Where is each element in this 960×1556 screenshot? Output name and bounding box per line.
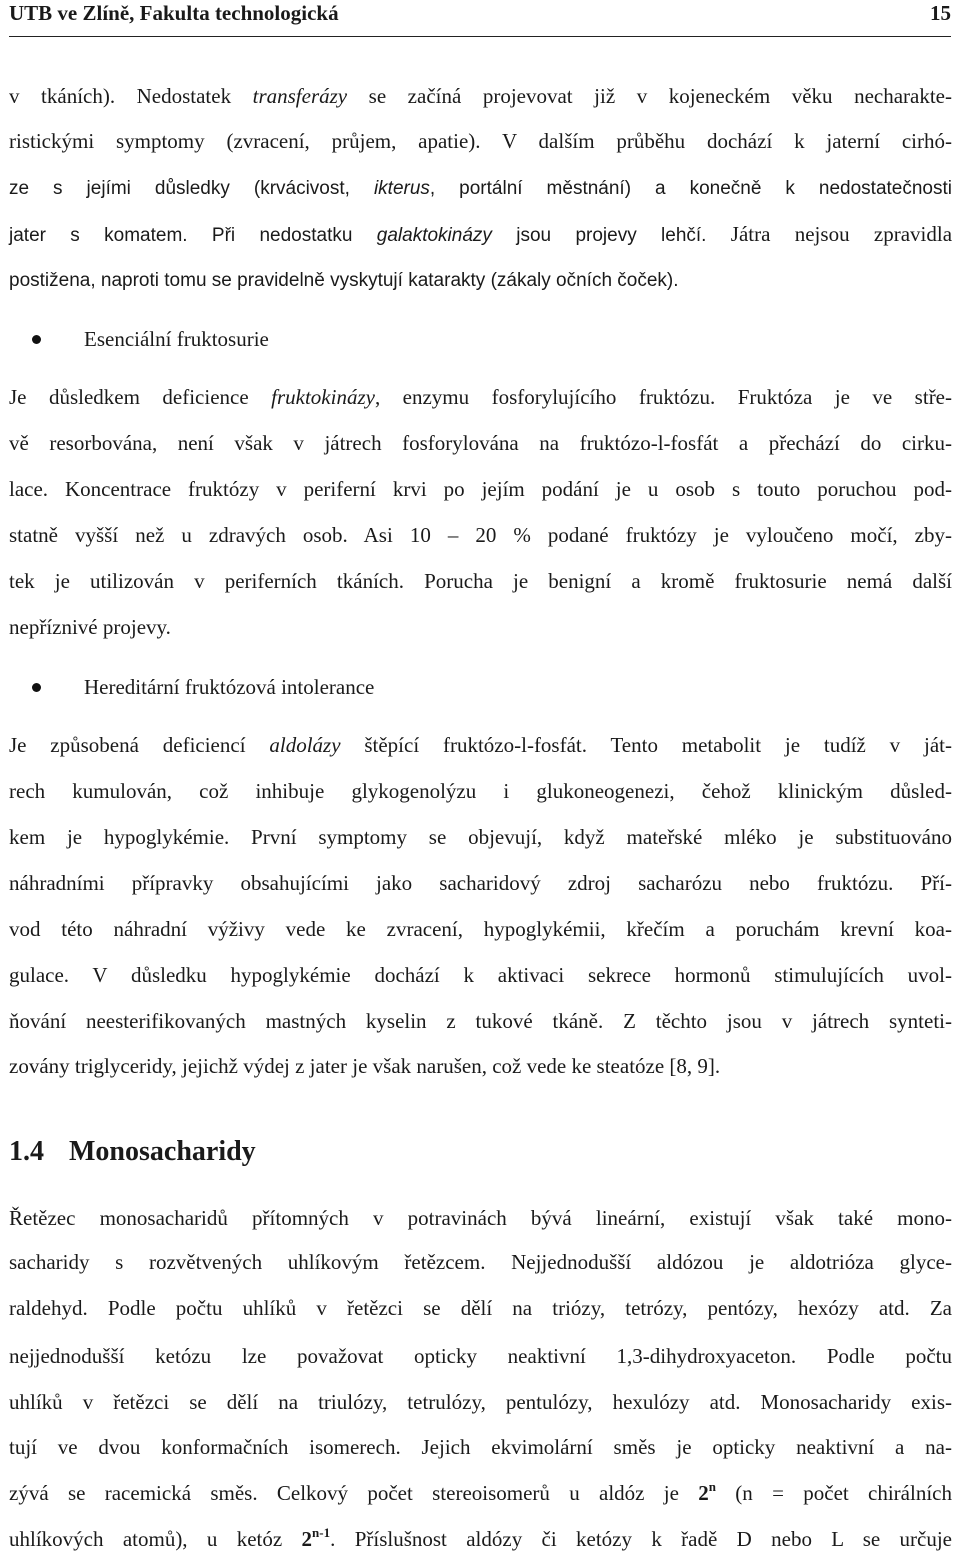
- paragraph-line: tek je utilizován v periferních tkáních. Porucha je benigní a kromě fruktosurie nemá další: [9, 569, 952, 593]
- paragraph-line: vě resorbována, není však v játrech fosforylována na fruktózo-l-fosfát a přechází do cirku-: [9, 431, 952, 455]
- paragraph-line: vod této náhradní výživy vede ke zvracení, hypoglykémii, křečím a poruchám krevní koa-: [9, 917, 952, 941]
- paragraph-line: Řetězec monosacharidů přítomných v potravinách bývá lineární, existují však také mono-: [9, 1206, 952, 1230]
- paragraph-line: ze s jejími důsledky (krvácivost, ikterus, portální městnání) a konečně k nedostatečnosti: [9, 178, 952, 199]
- bullet-icon: [32, 335, 41, 344]
- page-header: [9, 0, 951, 37]
- paragraph-line: ňování neesterifikovaných mastných kyselin z tukové tkáně. Z těchto jsou v játrech synteti-: [9, 1009, 952, 1033]
- page-number: 15: [930, 1, 951, 25]
- paragraph-line: náhradními přípravky obsahujícími jako sacharidový zdroj sacharózu nebo fruktózu. Pří-: [9, 871, 952, 895]
- paragraph-line: zývá se racemická směs. Celkový počet stereoisomerů u aldóz je 2$^n$ (n = počet chirálních: [9, 1479, 952, 1505]
- paragraph-line: postižena, naproti tomu se pravidelně vyskytují katarakty (zákaly očních čoček).: [9, 270, 679, 291]
- paragraph-line: nejjednodušší ketózu lze považovat opticky neaktivní 1,3-dihydroxyaceton. Podle počtu: [9, 1344, 952, 1368]
- section-heading: [9, 1138, 256, 1166]
- paragraph-line: lace. Koncentrace fruktózy v periferní krvi po jejím podání je u osob s touto poruchou pod-: [9, 477, 952, 501]
- paragraph-line: uhlíků v řetězci se dělí na triulózy, tetrulózy, pentulózy, hexulózy atd. Monosacharidy exis-: [9, 1390, 952, 1414]
- paragraph-line: nepříznivé projevy.: [9, 615, 171, 639]
- paragraph-line: gulace. V důsledku hypoglykémie dochází k aktivaci sekrece hormonů stimulujících uvol-: [9, 963, 952, 987]
- bullet-icon: [32, 683, 41, 692]
- paragraph-line: zovány triglyceridy, jejichž výdej z jater je však narušen, což vede ke steatóze [8, 9].: [9, 1054, 721, 1078]
- bullet-heading: Esenciální fruktosurie: [84, 327, 269, 351]
- paragraph-line: kem je hypoglykémie. První symptomy se objevují, když mateřské mléko je substituováno: [9, 825, 952, 849]
- paragraph-line: Je důsledkem deficience fruktokinázy, enzymu fosforylujícího fruktózu. Fruktóza je ve stře-: [9, 385, 952, 409]
- paragraph-line: tují ve dvou konformačních isomerech. Jejich ekvimolární směs je opticky neaktivní a na-: [9, 1435, 952, 1459]
- paragraph-line: uhlíkových atomů), u ketóz 2$^{n-1}$. Příslušnost aldózy či ketózy k řadě D nebo L se určuje: [9, 1525, 952, 1551]
- paragraph-line: raldehyd. Podle počtu uhlíků v řetězci se dělí na triózy, tetrózy, pentózy, hexózy atd. Za: [9, 1296, 952, 1320]
- bullet-heading: Hereditární fruktózová intolerance: [84, 675, 375, 699]
- paragraph-line: statně vyšší než u zdravých osob. Asi 10 – 20 % podané fruktózy je vyloučeno močí, zby-: [9, 523, 952, 547]
- paragraph-line: rech kumulován, což inhibuje glykogenolýzu i glukoneogenezi, čehož klinickým důsled-: [9, 779, 952, 803]
- paragraph-line: ristickými symptomy (zvracení, průjem, apatie). V dalším průběhu dochází k jaterní cirhó-: [9, 129, 952, 153]
- paragraph-line: Je způsobená deficiencí aldolázy štěpící fruktózo-l-fosfát. Tento metabolit je tudíž v ját-: [9, 733, 952, 757]
- paragraph-line: v tkáních). Nedostatek transferázy se začíná projevovat již v kojeneckém věku necharakte-: [9, 84, 952, 108]
- paragraph-line: sacharidy s rozvětvených uhlíkovým řetězcem. Nejjednodušší aldózou je aldotrióza glyce-: [9, 1250, 952, 1274]
- section-title: Monosacharidy: [69, 1136, 256, 1167]
- section-number: 1.4: [9, 1136, 44, 1167]
- header-title: UTB ve Zlíně, Fakulta technologická: [9, 1, 339, 25]
- paragraph-line: jater s komatem. Při nedostatku galaktokinázy jsou projevy lehčí. Játra nejsou zpravidla: [9, 222, 953, 246]
